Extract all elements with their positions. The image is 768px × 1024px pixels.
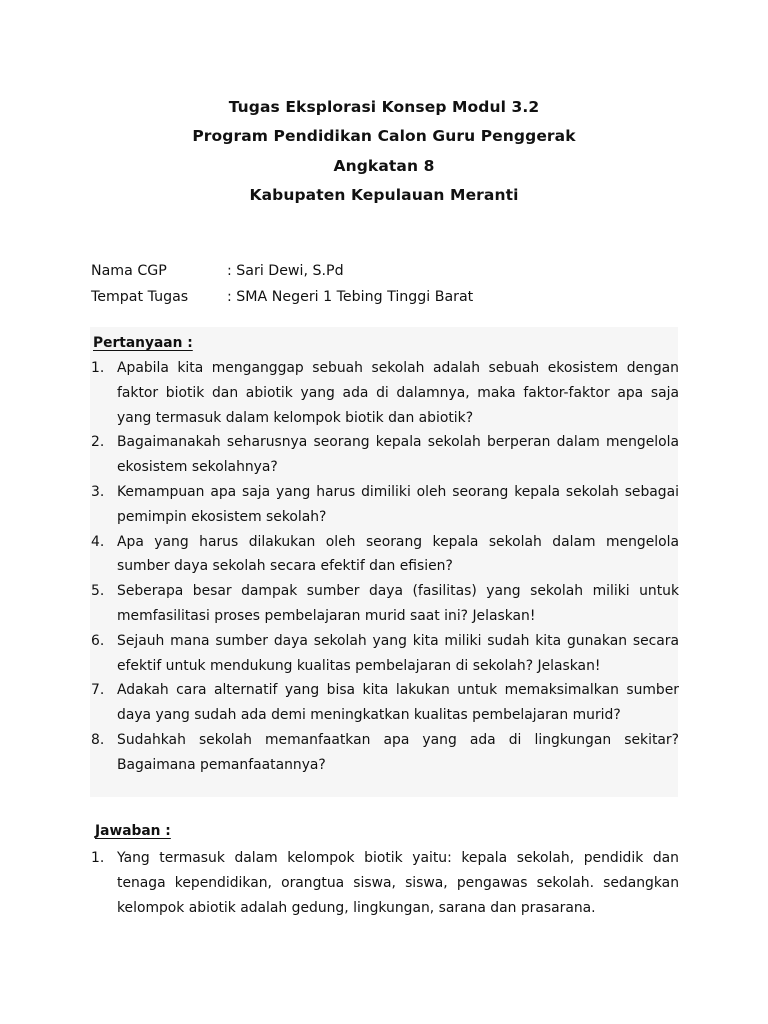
title-line-1: Tugas Eksplorasi Konsep Modul 3.2 <box>228 98 540 116</box>
participant-info <box>91 258 473 310</box>
questions-heading: Pertanyaan : <box>93 335 193 351</box>
answer-text: Yang termasuk dalam kelompok biotik yaitu: kepala sekolah, pendidik dan tenaga kependidikan, orangtua siswa, siswa, pengawas sekolah. sedangkan kelompok abiotik adalah gedung, lingkungan, sarana dan prasarana. <box>117 850 679 916</box>
question-item <box>91 430 679 480</box>
answer-item <box>91 846 679 920</box>
question-number: 2. <box>91 434 105 451</box>
place-value: : SMA Negeri 1 Tebing Tinggi Barat <box>227 289 474 305</box>
title-line-4: Kabupaten Kepulauan Meranti <box>249 185 519 204</box>
question-number: 3. <box>91 483 105 500</box>
document-title-block <box>0 93 768 210</box>
info-row-name <box>91 258 473 284</box>
title-line-2: Program Pendidikan Calon Guru Penggerak <box>192 127 576 146</box>
question-text: Seberapa besar dampak sumber daya (fasilitas) yang sekolah miliki untuk memfasilitasi proses pembelajaran murid saat ini? Jelaskan! <box>117 583 679 624</box>
question-item <box>91 530 679 580</box>
question-text: Adakah cara alternatif yang bisa kita lakukan untuk memaksimalkan sumber daya yang sudah ada demi meningkatkan kualitas pembelajaran murid? <box>117 682 679 724</box>
question-item <box>91 579 679 629</box>
question-text: Sejauh mana sumber daya sekolah yang kita miliki sudah kita gunakan secara efektif untuk mendukung kualitas pembelajaran di sekolah? Jelaskan! <box>117 632 679 674</box>
question-text: Sudahkah sekolah memanfaatkan apa yang ada di lingkungan sekitar? Bagaimana pemanfaatannya? <box>117 731 679 773</box>
question-number: 7. <box>91 682 105 699</box>
title-line-3: Angkatan 8 <box>333 156 435 175</box>
question-number: 4. <box>91 533 105 550</box>
question-item <box>91 356 679 430</box>
name-label: Nama CGP <box>91 263 167 279</box>
info-row-place <box>91 284 473 310</box>
questions-list <box>91 356 679 778</box>
question-item <box>91 728 679 778</box>
question-number: 6. <box>91 632 105 649</box>
question-number: 1. <box>91 360 105 376</box>
question-item <box>91 629 679 679</box>
question-number: 5. <box>91 583 105 600</box>
question-text: Kemampuan apa saja yang harus dimiliki oleh seorang kepala sekolah sebagai pemimpin ekosistem sekolah? <box>117 483 679 525</box>
name-value: : Sari Dewi, S.Pd <box>227 263 344 279</box>
question-text: Apa yang harus dilakukan oleh seorang kepala sekolah dalam mengelola sumber daya sekolah secara efektif dan efisien? <box>117 533 679 575</box>
question-item <box>91 480 679 530</box>
answers-heading: Jawaban : <box>95 823 171 839</box>
question-item <box>91 678 679 728</box>
question-text: Bagaimanakah seharusnya seorang kepala sekolah berperan dalam mengelola ekosistem sekolahnya? <box>117 434 679 476</box>
question-number: 8. <box>91 731 105 748</box>
question-text: Apabila kita menganggap sebuah sekolah adalah sebuah ekosistem dengan faktor biotik dan abiotik yang ada di dalamnya, maka faktor-faktor apa saja yang termasuk dalam kelompok biotik dan abiotik? <box>117 360 679 426</box>
answer-number: 1. <box>91 850 105 866</box>
answers-list <box>91 846 679 920</box>
place-label: Tempat Tugas <box>91 289 189 305</box>
